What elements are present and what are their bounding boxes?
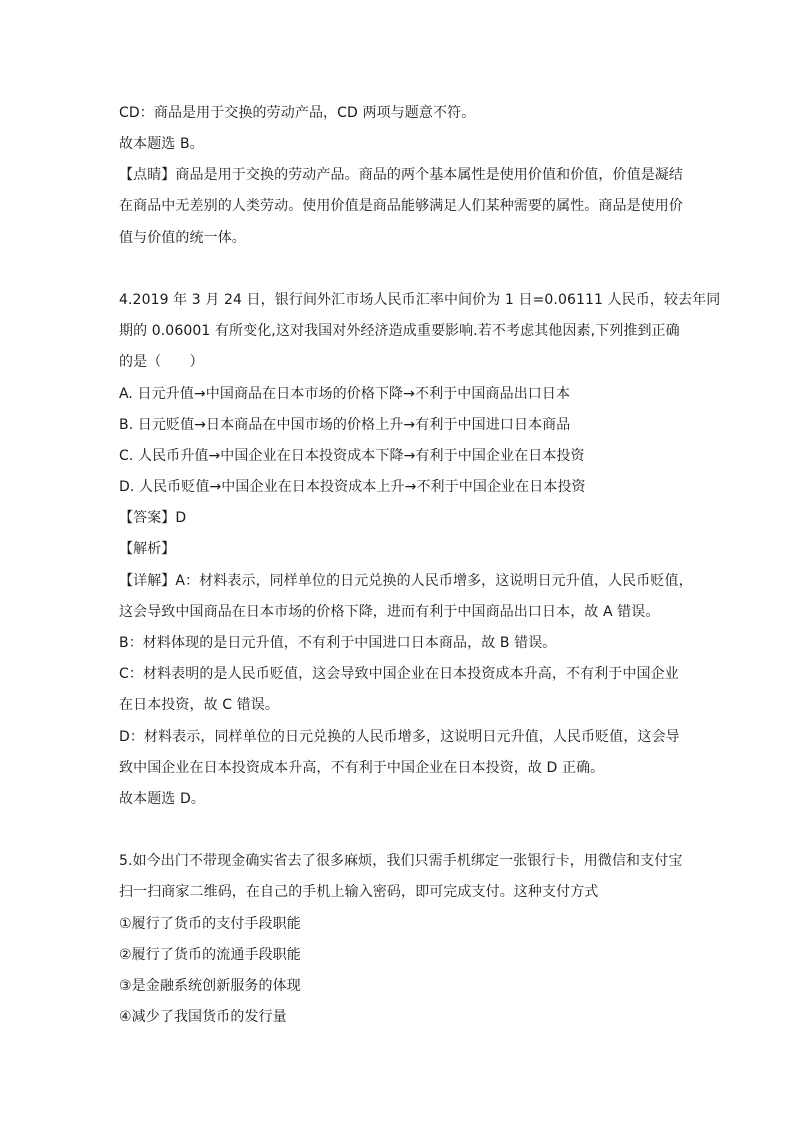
paragraph-line: 【详解】A：材料表示，同样单位的日元兑换的人民币增多，这说明日元升值，人民币贬值，	[119, 573, 693, 589]
question-stem-line: 扫一扫商家二维码，在自己的手机上输入密码，即可完成支付。这种支付方式	[119, 884, 599, 900]
answer-line: 【答案】D	[119, 510, 187, 526]
question-stem-line: 期的 0.06001 有所变化,这对我国对外经济造成重要影响.若不考虑其他因素,下列推到正确	[119, 323, 680, 339]
option-b: B. 日元贬值→日本商品在中国市场的价格上升→有利于中国进口日本商品	[119, 417, 571, 433]
option-c: C. 人民币升值→中国企业在日本投资成本下降→有利于中国企业在日本投资	[119, 448, 585, 464]
paragraph-line: CD：商品是用于交换的劳动产品，CD 两项与题意不符。	[119, 105, 476, 121]
paragraph-line: 致中国企业在日本投资成本升高，不有利于中国企业在日本投资，故 D 正确。	[119, 760, 605, 776]
statement-3: ③是金融系统创新服务的体现	[119, 978, 301, 994]
paragraph-line: B：材料体现的是日元升值，不有利于中国进口日本商品，故 B 错误。	[119, 635, 557, 651]
paragraph-line: 【点睛】商品是用于交换的劳动产品。商品的两个基本属性是使用价值和价值，价值是凝结	[119, 167, 683, 183]
paragraph-line: 这会导致中国商品在日本市场的价格下降，进而有利于中国商品出口日本，故 A 错误。	[119, 604, 660, 620]
paragraph-line: 故本题选 D。	[119, 791, 205, 807]
question-stem-line: 的是（ ）	[119, 354, 204, 370]
paragraph-line: 在日本投资，故 C 错误。	[119, 697, 279, 713]
paragraph-line: 值与价值的统一体。	[119, 230, 246, 246]
paragraph-line: C：材料表明的是人民币贬值，这会导致中国企业在日本投资成本升高，不有利于中国企业	[119, 666, 679, 682]
paragraph-line: 在商品中无差别的人类劳动。使用价值是商品能够满足人们某种需要的属性。商品是使用价	[119, 198, 683, 214]
paragraph-line: D：材料表示，同样单位的日元兑换的人民币增多，这说明日元升值，人民币贬值，这会导	[119, 729, 680, 745]
question-stem-line: 4.2019 年 3 月 24 日，银行间外汇市场人民币汇率中间价为 1 日=0.06111 人民币，较去年同	[119, 292, 721, 308]
statement-4: ④减少了我国货币的发行量	[119, 1009, 287, 1025]
analysis-heading: 【解析】	[119, 541, 176, 557]
option-d: D. 人民币贬值→中国企业在日本投资成本上升→不利于中国企业在日本投资	[119, 479, 586, 495]
statement-1: ①履行了货币的支付手段职能	[119, 916, 301, 932]
statement-2: ②履行了货币的流通手段职能	[119, 947, 301, 963]
question-stem-line: 5.如今出门不带现金确实省去了很多麻烦，我们只需手机绑定一张银行卡，用微信和支付宝	[119, 853, 683, 869]
paragraph-line: 故本题选 B。	[119, 136, 204, 152]
option-a: A. 日元升值→中国商品在日本市场的价格下降→不利于中国商品出口日本	[119, 386, 571, 402]
